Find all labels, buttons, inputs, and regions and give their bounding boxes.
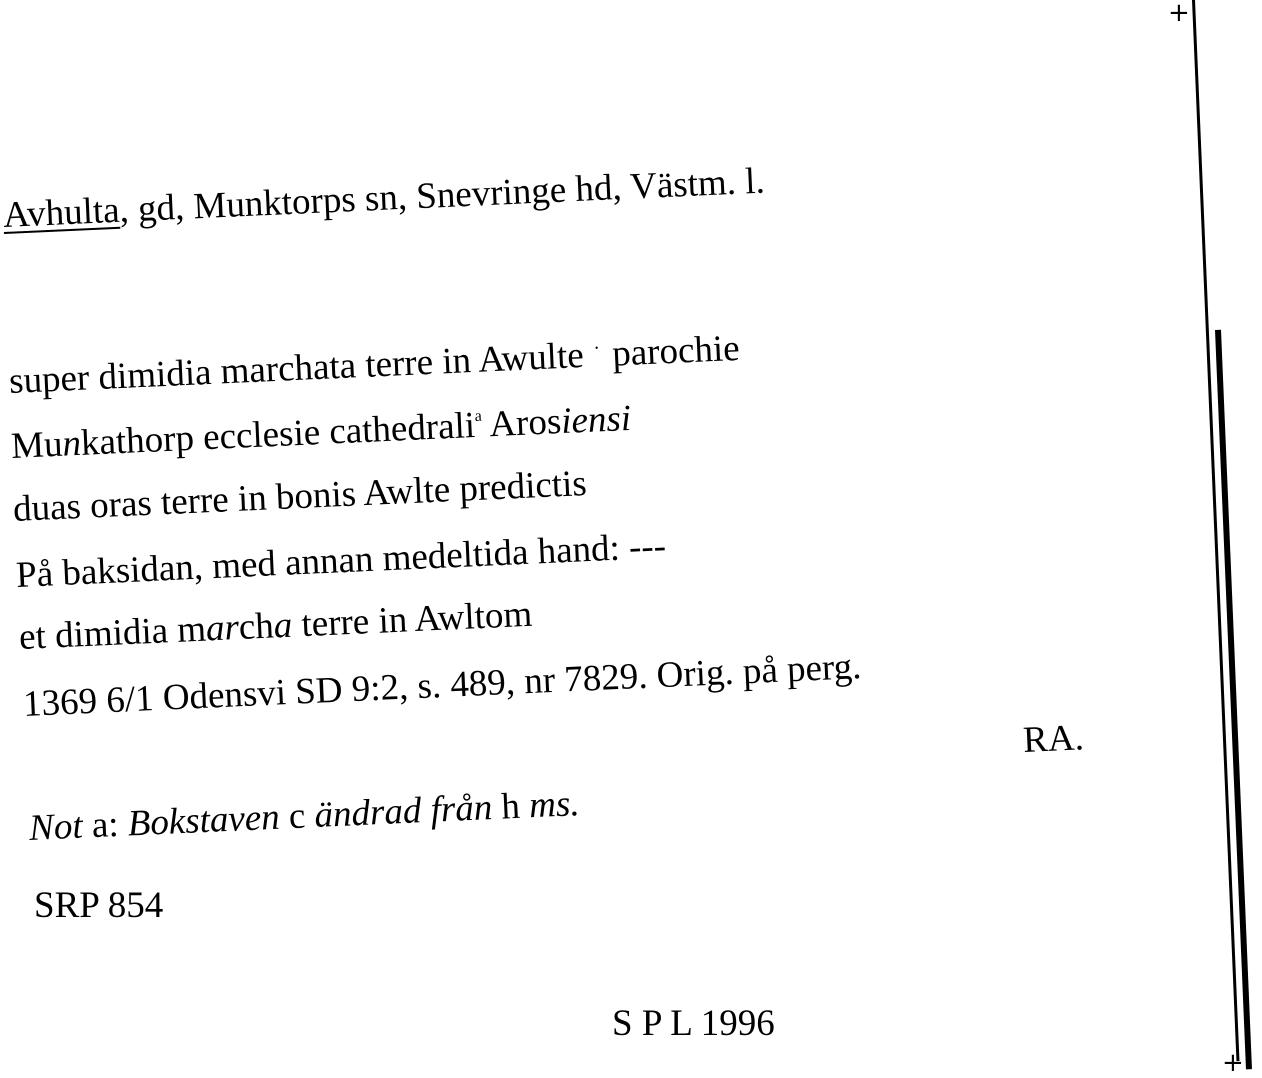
note-label: Not [28, 805, 84, 849]
note-part: h [491, 785, 531, 828]
place-description: , gd, Munktorps sn, Snevringe hd, Västm. l. [118, 160, 766, 231]
note-part: c [278, 795, 316, 838]
line-2-part: kathorp ecclesie cathedrali [80, 404, 476, 464]
text-line-2 [10, 397, 632, 467]
note-italic: ms. [528, 783, 581, 827]
crop-mark-bottom: + [1222, 1048, 1244, 1078]
text-line-3: duas oras terre in bonis Awlte predictis [12, 462, 588, 530]
line-1-word: parochie [611, 327, 741, 375]
source-reference: 1369 6/1 Odensvi SD 9:2, s. 489, nr 7829. Orig. på perg. [22, 645, 863, 725]
text-line-5 [18, 593, 534, 658]
line-5-part: et dimidia m [18, 608, 207, 658]
line-5-part: terre in Awltom [291, 593, 534, 646]
footnote-marker: a [474, 407, 483, 425]
line-5-italic: ar [205, 607, 240, 650]
note-part: a: [81, 803, 129, 847]
footnote [28, 785, 580, 847]
archive-abbreviation: RA. [1022, 717, 1085, 761]
middle-dot: · [592, 337, 601, 360]
crop-mark-top: + [1168, 0, 1190, 28]
line-5-italic: a [272, 604, 294, 647]
footer-signature: S P L 1996 [612, 1003, 775, 1044]
note-italic: ändrad från [313, 787, 494, 837]
srp-reference: SRP 854 [34, 885, 164, 926]
line-2-italic: iensi [560, 397, 632, 443]
line-1-text: super dimidia marchata terre in Awulte [8, 334, 585, 402]
place-name: Avhulta [2, 189, 121, 236]
line-2-part: Mu [10, 423, 64, 467]
text-line-1 [8, 327, 741, 402]
line-5-part: ch [237, 605, 275, 649]
line-2-italic: n [61, 422, 82, 465]
line-2-part: Aros [481, 401, 563, 446]
text-line-4: På baksidan, med annan medeltida hand: --- [15, 525, 667, 596]
note-italic: Bokstaven [126, 796, 281, 845]
place-heading [2, 162, 765, 234]
frame-border-line [1192, 0, 1239, 1061]
